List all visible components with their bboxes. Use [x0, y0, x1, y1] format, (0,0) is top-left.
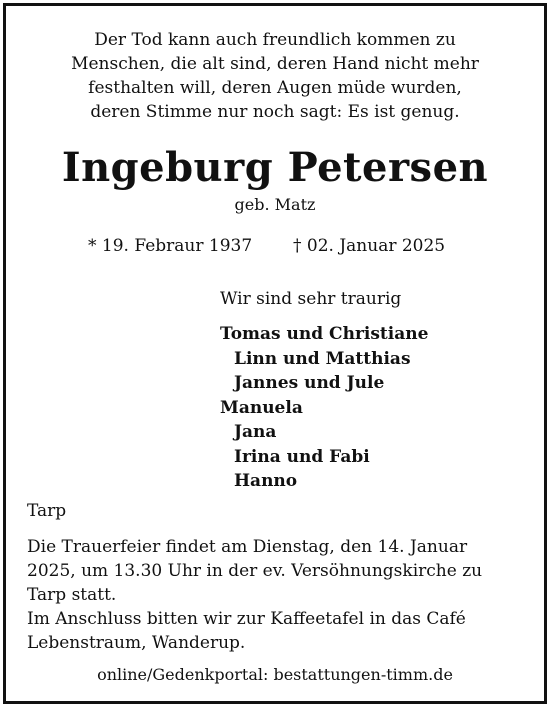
service-line: Die Trauerfeier findet am Dienstag, den 14. Januar — [27, 537, 468, 557]
deceased-name: Ingeburg Petersen — [61, 144, 489, 191]
poem-line: festhalten will, deren Augen müde wurden, — [88, 78, 462, 98]
mourners-intro: Wir sind sehr traurig — [220, 289, 402, 309]
mourner-line: Manuela — [220, 397, 303, 418]
place-name: Tarp — [27, 501, 67, 521]
service-line: Tarp statt. — [27, 585, 117, 605]
maiden-name: geb. Matz — [234, 195, 316, 214]
poem-line: Der Tod kann auch freundlich kommen zu — [94, 30, 456, 50]
mourners-list — [220, 322, 428, 494]
mourner-line: Tomas und Christiane — [220, 324, 429, 344]
poem-line: deren Stimme nur noch sagt: Es ist genug. — [90, 102, 460, 122]
service-details — [27, 535, 527, 655]
mourner-line: Linn und Matthias — [234, 348, 411, 369]
online-portal-link[interactable]: online/Gedenkportal: bestattungen-timm.de — [97, 665, 453, 684]
mourner-line: Jana — [234, 422, 277, 442]
death-date: † 02. Januar 2025 — [293, 236, 446, 256]
birth-date: * 19. Febraur 1937 — [88, 236, 253, 256]
mourner-line: Irina und Fabi — [234, 446, 370, 467]
poem-line: Menschen, die alt sind, deren Hand nicht mehr — [71, 54, 479, 74]
service-line: 2025, um 13.30 Uhr in der ev. Versöhnungskirche zu — [27, 561, 483, 581]
mourner-line: Jannes und Jule — [234, 373, 385, 393]
mourner-line: Hanno — [234, 471, 298, 491]
service-line: Lebenstraum, Wanderup. — [27, 633, 246, 653]
service-line: Im Anschluss bitten wir zur Kaffeetafel in das Café — [27, 609, 466, 629]
memorial-poem — [0, 28, 550, 124]
